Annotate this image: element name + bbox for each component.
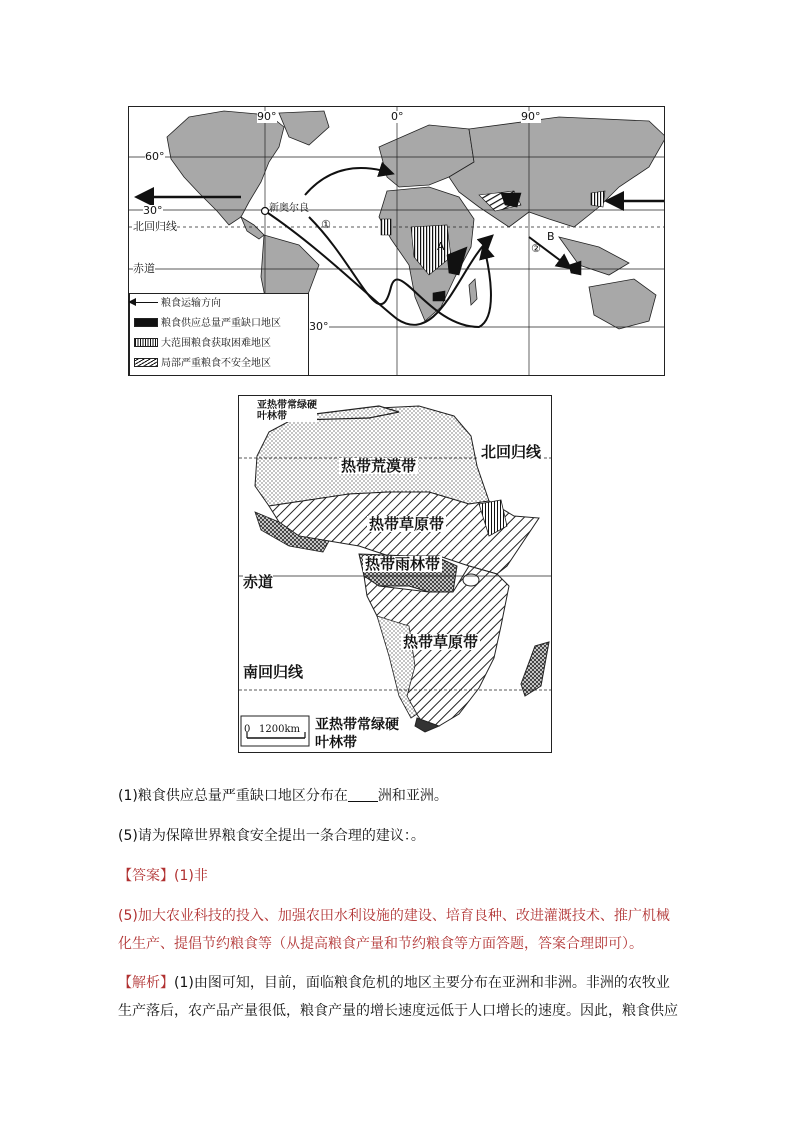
equator-label: 赤道 (133, 262, 155, 275)
world-food-crisis-map (128, 106, 665, 376)
answer-1-text: (1)非 (174, 868, 208, 884)
vertical-hatch-swatch-icon (134, 338, 158, 347)
scale-distance-label: 1200km (259, 724, 300, 735)
east-asia-access-area (591, 191, 605, 207)
analysis-line-1: 【解析】(1)由图可知，目前，面临粮食危机的地区主要分布在亚洲和非洲。非洲的农牧业 (118, 975, 670, 991)
world-map-legend (129, 293, 309, 376)
new-orleans-point (262, 208, 269, 215)
australia-shape (589, 279, 656, 329)
legend-row-shortage: 粮食供应总量严重缺口地区 (134, 317, 281, 331)
madagascar-shape (521, 642, 549, 696)
question-1: (1)粮食供应总量严重缺口地区分布在 洲和亚洲。 (118, 788, 448, 804)
lat-label-60n: 60° (145, 150, 165, 163)
legend-row-arrow: 粮食运输方向 (134, 297, 221, 311)
point-b-label: B (547, 230, 555, 243)
legend-row-insecurity: 局部严重粮食不安全地区 (134, 357, 271, 371)
southeast-asia-severe-shortage-area (569, 261, 581, 275)
answer-1 (118, 866, 208, 886)
analysis-line-2: 生产落后，农产品产量很低，粮食产量的增长速度远低于人口增长的速度。因此，粮食供应 (118, 1003, 678, 1019)
south-africa-severe-shortage-area (433, 291, 445, 301)
new-orleans-label: 新奥尔良 (269, 203, 309, 214)
answer-blank (348, 787, 378, 802)
central-america-shape (241, 217, 264, 239)
savanna-north-label: 热带草原带 (369, 515, 445, 533)
solid-black-swatch-icon (134, 318, 158, 327)
answer-tag: 【答案】 (118, 868, 174, 884)
route-to-europe (305, 168, 391, 195)
tropic-north-label: 北回归线 (481, 443, 542, 461)
lon-label-90e: 90° (521, 110, 541, 123)
madagascar-shape (469, 279, 477, 305)
africa-vegetation-map (238, 395, 552, 753)
answer-5-line-2: 化生产、提倡节约粮食等（从提高粮食产量和节约粮食等方面答题，答案合理即可）。 (118, 936, 643, 952)
analysis-tag: 【解析】 (118, 975, 174, 991)
equator-label: 赤道 (243, 573, 274, 591)
lon-label-90w: 90° (257, 110, 277, 123)
point-a-label: A (437, 240, 445, 253)
lat-label-30s: 30° (309, 320, 329, 333)
arrow-icon (134, 302, 158, 303)
tropic-north-label: 北回归线 (133, 220, 177, 233)
desert-zone-label: 热带荒漠带 (341, 457, 417, 475)
savanna-south-label: 热带草原带 (403, 633, 479, 651)
answer-5-line-1: (5)加大农业科技的投入、加强农田水利设施的建设、培育良种、改进灌溉技术、推广机械 (118, 908, 670, 924)
lat-label-30n: 30° (143, 204, 163, 217)
west-africa-access-area (381, 219, 391, 235)
route-2-label: ② (531, 242, 541, 255)
route-1-label: ① (321, 218, 331, 231)
tropic-south-label: 南回归线 (243, 663, 304, 681)
greenland-shape (279, 111, 329, 145)
diagonal-hatch-swatch-icon (134, 358, 158, 367)
scale-zero-label: 0 (244, 724, 251, 735)
question-5: (5)请为保障世界粮食安全提出一条合理的建议：。 (118, 828, 425, 844)
med-top-label: 亚热带常绿硬叶林带 (257, 400, 317, 422)
med-bottom-label: 亚热带常绿硬叶林带 (315, 717, 399, 751)
rainforest-label: 热带雨林带 (365, 555, 441, 573)
lon-label-0: 0° (391, 110, 404, 123)
asia-shape (449, 117, 665, 227)
legend-row-access: 大范围粮食获取困难地区 (134, 337, 271, 351)
